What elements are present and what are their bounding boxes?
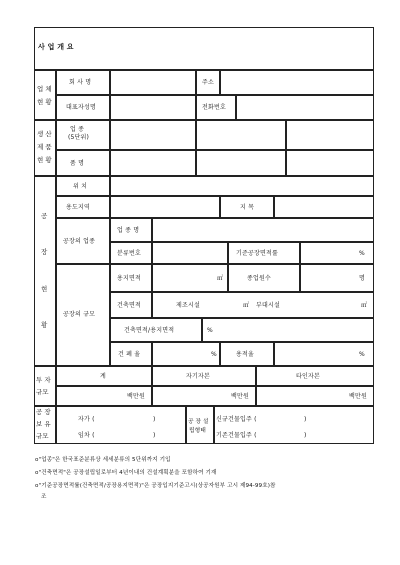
land-category-field[interactable]	[274, 196, 374, 218]
factory-section-label-4: 황	[41, 321, 48, 329]
external-capital-unit: 백만원	[349, 393, 367, 400]
factory-section-label-3: 현	[41, 285, 48, 293]
holding-label-3: 규모	[36, 432, 49, 440]
zoning-field[interactable]	[110, 196, 220, 218]
factory-section-label-cell	[34, 176, 56, 366]
area-ratio-label: 건축면적/용지면적	[124, 327, 175, 334]
standard-ratio-label: 기준공장면적률	[236, 250, 278, 257]
employees-unit: 명	[359, 275, 365, 282]
occupancy-label-1: 공 장 설	[188, 419, 209, 425]
class-number-label: 분류번호	[117, 250, 141, 257]
area-ratio-percent: %	[207, 327, 213, 334]
industry-name-label: 업 종 명	[117, 227, 140, 234]
note-1: o"업종"은 한국표준분류상 세세분류의 5단위까지 기입	[35, 457, 171, 463]
industry-field-3[interactable]	[286, 120, 374, 150]
location-field[interactable]	[110, 176, 374, 196]
note-2: o"건축면적"은 공장설립일로부터 4년이내의 건설계획분을 포함하여 기재	[35, 470, 217, 476]
building-area-label: 건축면적	[117, 302, 141, 309]
coverage-field[interactable]	[152, 342, 220, 366]
item-field-1[interactable]	[110, 150, 196, 176]
product-section-label-3: 현 황	[37, 156, 52, 164]
investment-label-1: 투 자	[36, 376, 51, 384]
own-capital-label: 자기자본	[186, 373, 210, 380]
owned-label: 자가 (	[78, 416, 95, 423]
employees-label: 종업원수	[247, 275, 271, 282]
holding-label-2: 보 유	[36, 420, 51, 428]
factory-industry-label: 공장의 업종	[63, 238, 96, 245]
factory-scale-label: 공장의 규모	[63, 311, 96, 318]
coverage-label: 건 폐 율	[118, 351, 141, 358]
address-field[interactable]	[220, 70, 374, 95]
rented-close: )	[153, 432, 156, 439]
ownership-field[interactable]	[56, 406, 186, 444]
site-area-unit: ㎡	[217, 275, 224, 282]
site-area-label: 용지면적	[117, 275, 141, 282]
company-section-label-cell	[34, 70, 56, 120]
note-3: o"기준공장면적률(건축면적/공장용지면적)"은 공장입지기준고시(상공자원부 고시 제94-99호)참	[35, 483, 276, 489]
title-row	[34, 27, 374, 70]
floor-ratio-percent: %	[359, 351, 365, 358]
phone-label: 전화번호	[202, 104, 226, 111]
company-section-label-bottom: 현 황	[37, 98, 52, 106]
new-building-close: )	[304, 416, 307, 423]
product-section-label-1: 생 산	[37, 130, 52, 138]
company-section-label-top: 업 체	[37, 85, 52, 93]
own-capital-unit: 백만원	[231, 393, 249, 400]
factory-section-label-1: 공	[41, 212, 48, 220]
zoning-label: 용도지역	[66, 204, 90, 211]
existing-building-close: )	[304, 432, 307, 439]
company-name-label: 회 사 명	[69, 79, 92, 86]
product-section-label-2: 제 품	[37, 143, 52, 151]
address-label: 주소	[202, 79, 214, 86]
auxiliary-facility-unit: ㎡	[361, 302, 368, 309]
floor-ratio-label: 용적율	[236, 351, 254, 358]
holding-label-1: 공 장	[36, 408, 51, 416]
land-category-label: 지 목	[240, 204, 255, 211]
class-number-field[interactable]	[152, 242, 228, 264]
auxiliary-facility-label: 부대시설	[256, 302, 280, 309]
external-capital-label: 타인자본	[296, 373, 320, 380]
industry-label: 업 종	[70, 126, 85, 133]
industry-field-1[interactable]	[110, 120, 196, 150]
ceo-label: 대표자성명	[66, 104, 96, 111]
occupancy-label-2: 립형태	[189, 428, 206, 434]
standard-ratio-percent: %	[359, 250, 365, 257]
investment-label-cell	[34, 366, 56, 406]
item-field-2[interactable]	[196, 150, 286, 176]
item-label: 품 명	[70, 160, 85, 167]
company-name-field[interactable]	[110, 70, 196, 95]
form-title: 사 업 개 요	[38, 43, 74, 51]
industry-name-field[interactable]	[152, 218, 374, 242]
industry-field-2[interactable]	[196, 120, 286, 150]
coverage-percent: %	[211, 351, 217, 358]
area-ratio-field[interactable]	[202, 318, 374, 342]
item-field-3[interactable]	[286, 150, 374, 176]
new-building-label: 신규건물입주 (	[216, 416, 257, 423]
factory-section-label-2: 장	[41, 248, 48, 256]
note-3-continued: 조	[41, 494, 47, 500]
manufacturing-facility-label: 제조시설	[176, 302, 200, 309]
ceo-field[interactable]	[110, 95, 196, 120]
phone-field[interactable]	[236, 95, 374, 120]
investment-total-label: 계	[100, 373, 106, 380]
industry-sublabel: (5단위)	[68, 134, 90, 141]
existing-building-label: 기존건물입주 (	[216, 432, 257, 439]
manufacturing-facility-unit: ㎡	[243, 302, 250, 309]
owned-close: )	[153, 416, 156, 423]
investment-label-2: 규모	[36, 388, 49, 396]
location-label: 위 치	[73, 183, 88, 190]
rented-label: 임차 (	[78, 432, 95, 439]
investment-total-unit: 백만원	[127, 393, 145, 400]
